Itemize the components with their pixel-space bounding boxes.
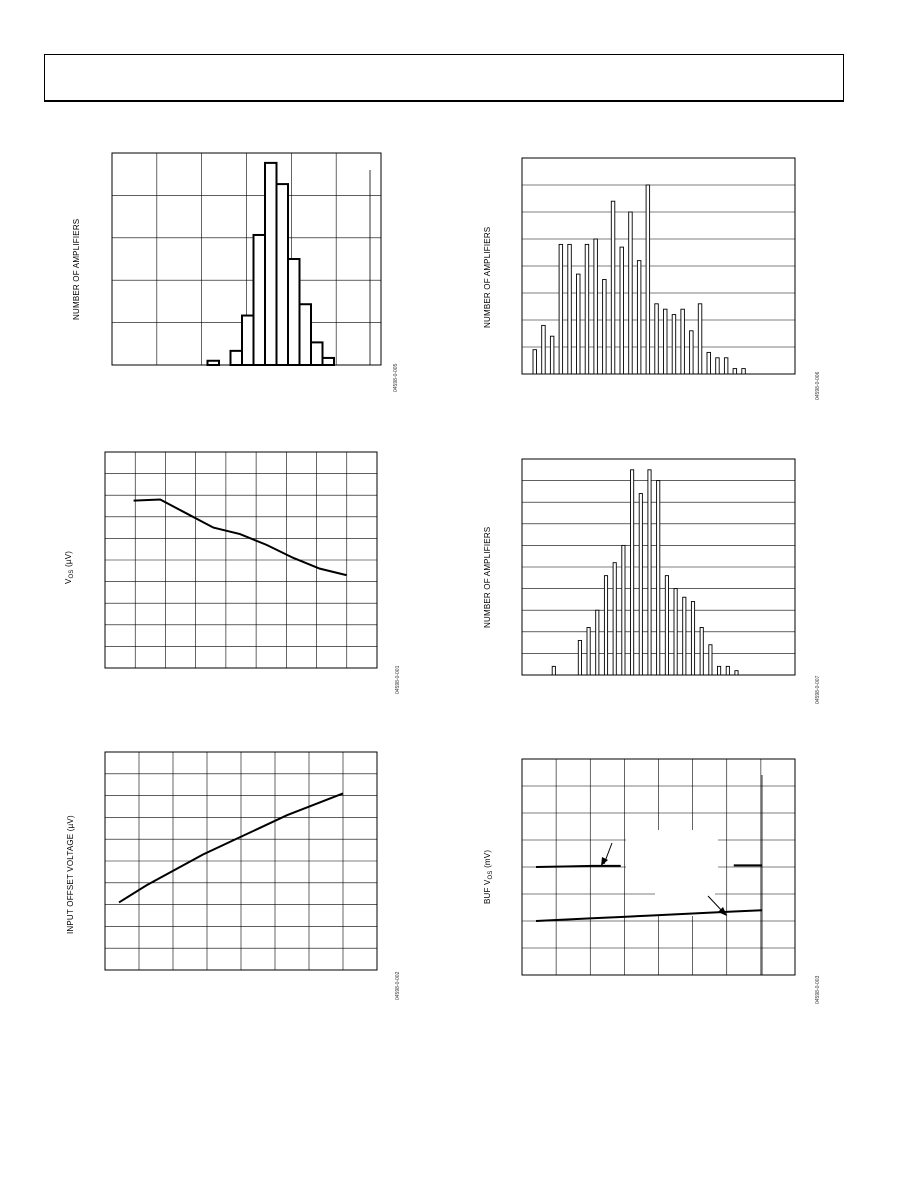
histogram-3-ylabel: NUMBER OF AMPLIFIERS xyxy=(483,526,492,628)
buf-vos-ylabel-sub: OS xyxy=(488,870,494,880)
buf-annotation-area-2 xyxy=(655,880,715,916)
histogram-2-ylabel: NUMBER OF AMPLIFIERS xyxy=(483,226,492,328)
buf-annotation-area-1 xyxy=(626,830,718,882)
buf-vos-ylabel-unit: (mV) xyxy=(483,849,492,871)
vos-figure-id: 04598-0-001 xyxy=(395,665,401,694)
vos-ylabel-unit: (µV) xyxy=(64,550,73,570)
histogram-3-figure-id: 04598-0-007 xyxy=(815,675,821,704)
buf-series-1-line xyxy=(536,866,621,867)
buf-vos-ylabel xyxy=(483,850,494,904)
buf-series-2-line xyxy=(536,910,762,921)
histogram-1-ylabel: NUMBER OF AMPLIFIERS xyxy=(72,218,81,320)
vos-ylabel-main: V xyxy=(64,578,73,584)
buf-vos-figure-id: 04598-0-003 xyxy=(815,975,821,1004)
histogram-2-figure-id: 04598-0-006 xyxy=(815,371,821,400)
buf-arrowhead-1 xyxy=(601,857,608,866)
vos-ylabel-sub: OS xyxy=(69,569,75,579)
buf-vos-ylabel-main: BUF V xyxy=(483,879,492,904)
histogram-1-figure-id: 04598-0-005 xyxy=(393,363,399,392)
input-offset-figure-id: 04598-0-002 xyxy=(395,971,401,1000)
input-offset-ylabel: INPUT OFFSET VOLTAGE (µV) xyxy=(66,815,75,934)
